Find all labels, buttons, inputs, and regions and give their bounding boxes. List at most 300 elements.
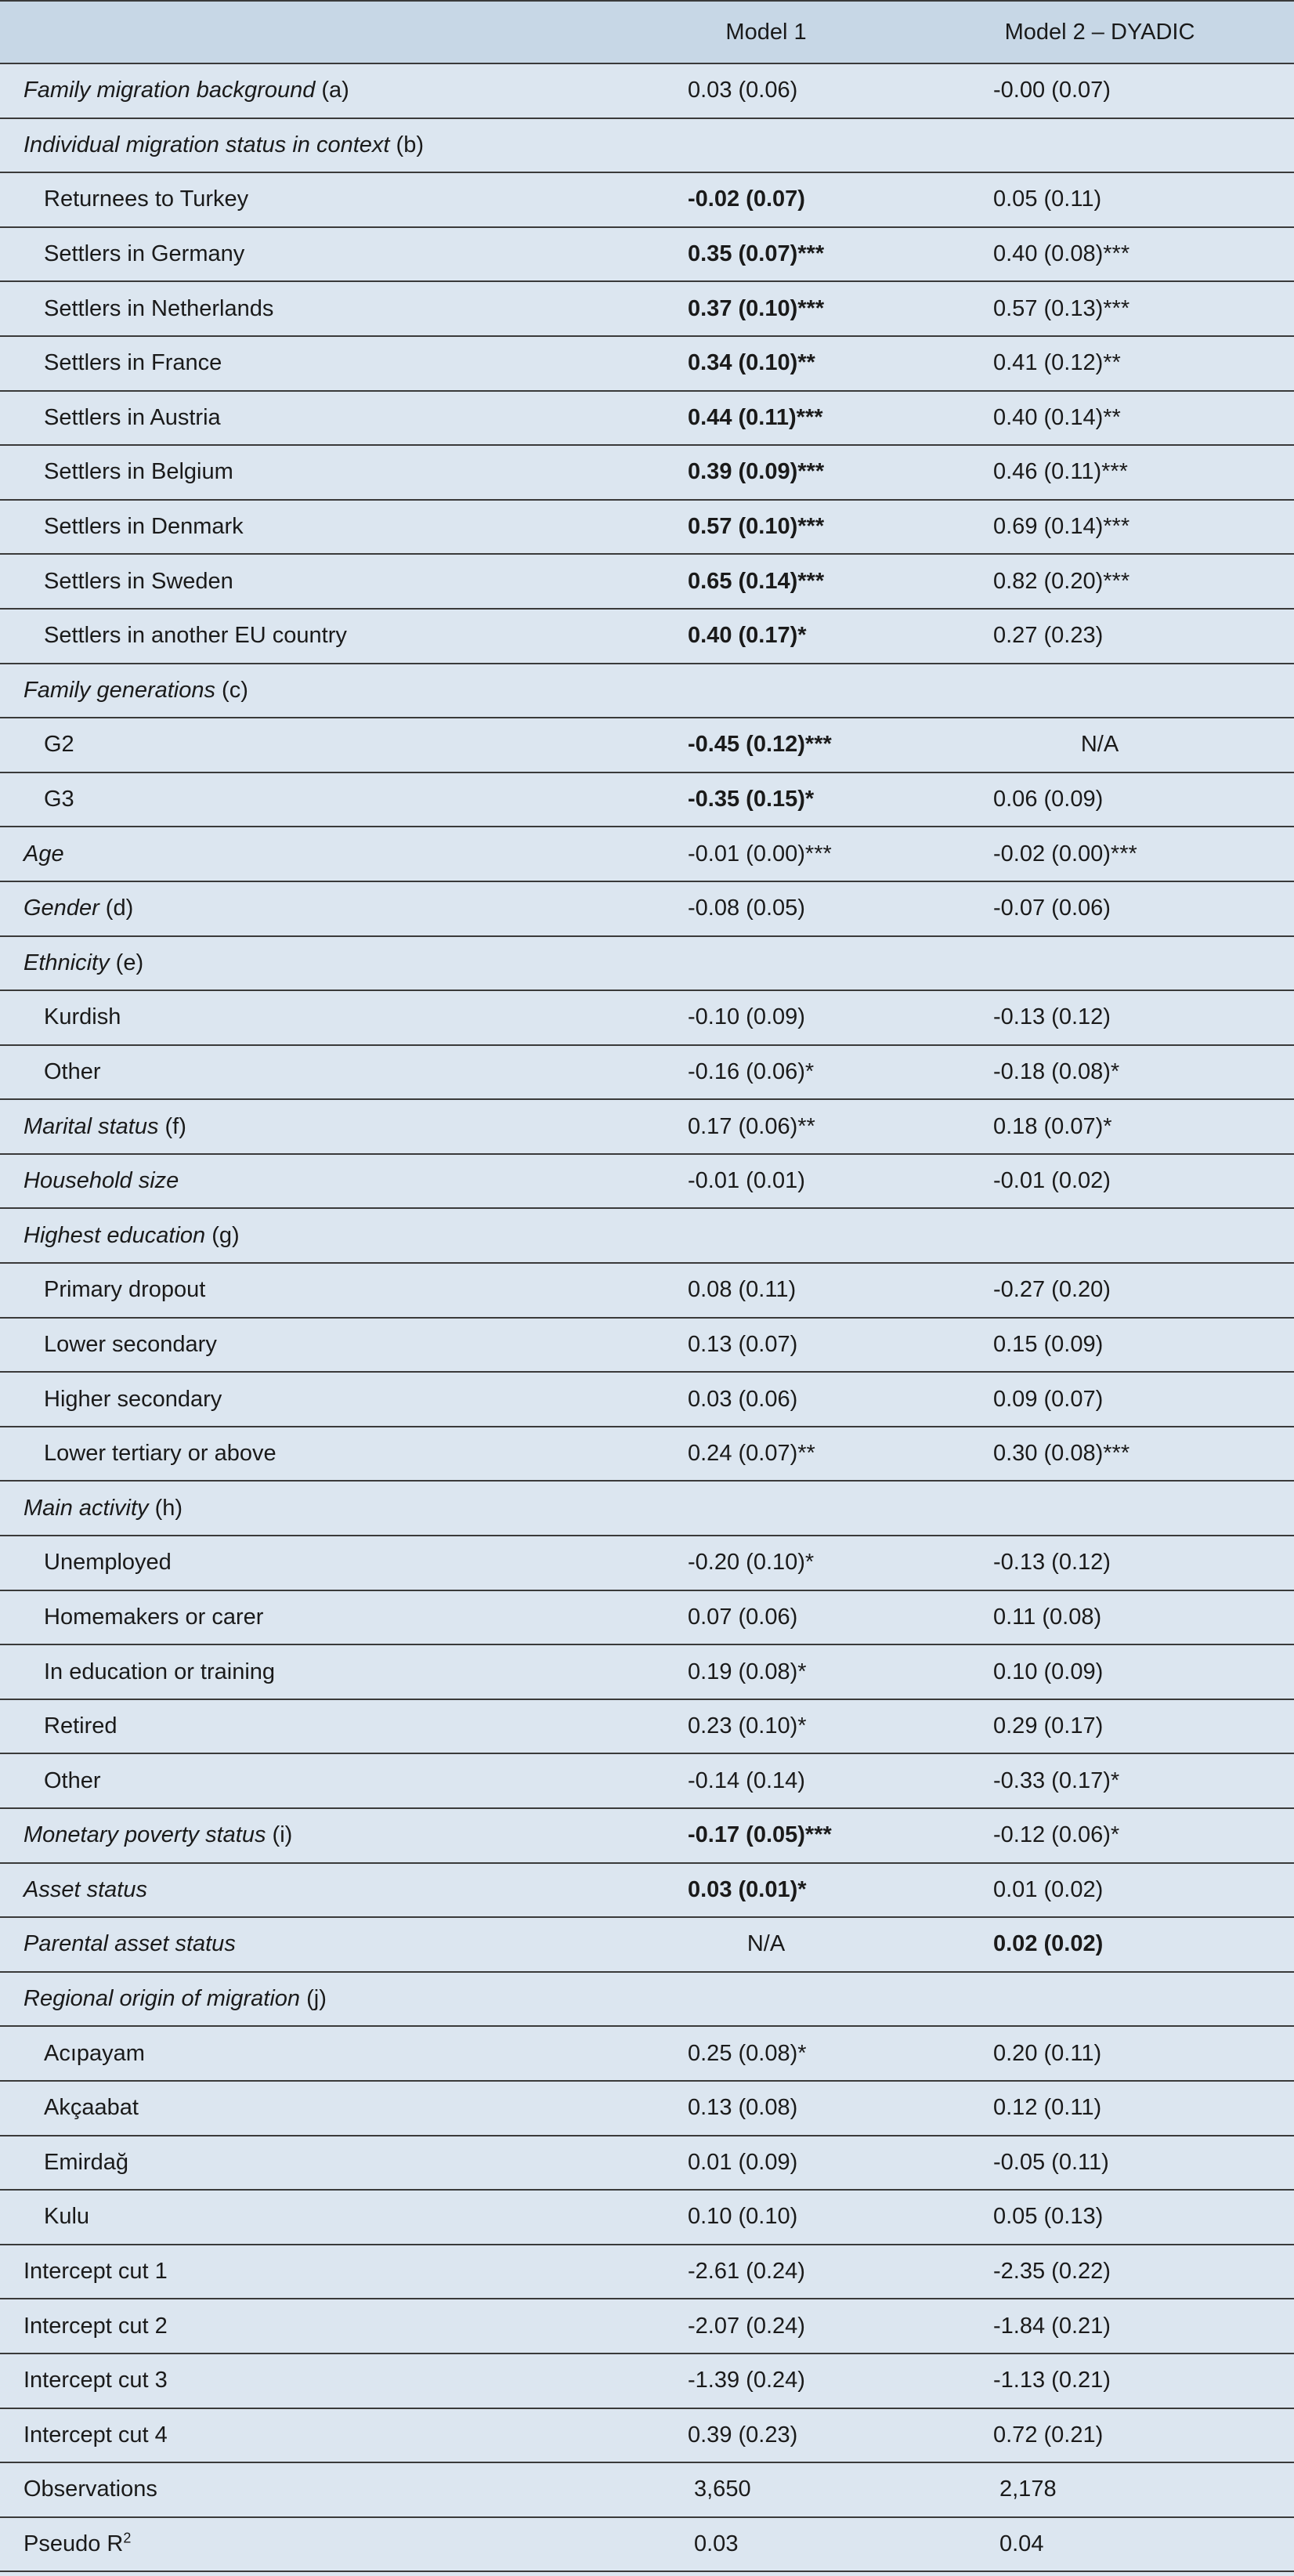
table-row (0, 1917, 1294, 1972)
cell-model1 (627, 664, 905, 718)
significance-stars: ** (797, 1113, 815, 1139)
row-label-text: Akçaabat (44, 2095, 139, 2121)
cell-value: 0.39 (0.09) (688, 459, 798, 485)
cell-model2 (905, 1863, 1294, 1918)
cell-value: 0.19 (0.08) (688, 1659, 798, 1684)
cell-model2 (905, 2081, 1294, 2136)
row-label-text: G3 (44, 787, 74, 812)
row-label (0, 281, 627, 336)
significance-stars: * (804, 1550, 815, 1576)
significance-stars: *** (804, 1822, 832, 1848)
cell-model1 (627, 391, 905, 446)
cell-model2 (905, 1644, 1294, 1699)
table-row (0, 1863, 1294, 1918)
row-label-text: Emirdağ (44, 2149, 128, 2175)
row-label-text: Kulu (44, 2204, 90, 2230)
cell-value: 0.13 (0.08) (688, 2095, 798, 2121)
row-label (0, 500, 627, 555)
table-row (0, 63, 1294, 118)
significance-stars: *** (1103, 568, 1130, 594)
row-label-text: Settlers in another EU country (44, 623, 347, 649)
row-label (0, 990, 627, 1045)
row-label-text: Ethnicity (23, 950, 110, 975)
row-label (0, 1590, 627, 1645)
cell-model1 (627, 881, 905, 936)
cell-value: -0.01 (0.00) (688, 841, 805, 867)
cell-model1 (627, 990, 905, 1045)
cell-value: N/A (1080, 732, 1119, 758)
cell-value: 0.05 (0.13) (993, 2204, 1104, 2230)
row-label (0, 2136, 627, 2191)
significance-stars: ** (1103, 350, 1121, 376)
row-label (0, 827, 627, 881)
row-label-superscript: 2 (123, 2530, 132, 2546)
cell-value: 0.57 (0.10) (688, 514, 798, 540)
table-row (0, 2408, 1294, 2463)
cell-model2 (905, 718, 1294, 772)
row-label (0, 2299, 627, 2353)
row-label-text: Highest education (23, 1222, 206, 1248)
cell-model2 (905, 881, 1294, 936)
cell-value: 0.40 (0.17) (688, 623, 798, 649)
cell-model1 (627, 936, 905, 991)
table-row (0, 554, 1294, 609)
cell-model2 (905, 1481, 1294, 1536)
cell-value: 0.25 (0.08) (688, 2040, 798, 2066)
cell-model1 (627, 554, 905, 609)
cell-model1 (627, 1917, 905, 1972)
row-label (0, 2353, 627, 2408)
table-row (0, 1808, 1294, 1863)
table-row (0, 1372, 1294, 1427)
cell-model2 (905, 2517, 1294, 2572)
cell-value: 0.06 (0.09) (993, 787, 1104, 812)
cell-value: 0.05 (0.11) (993, 186, 1102, 212)
table-row (0, 609, 1294, 664)
cell-model2 (905, 227, 1294, 282)
cell-value: 0.01 (0.02) (993, 1876, 1104, 1902)
significance-stars: * (797, 1713, 807, 1739)
row-label (0, 554, 627, 609)
row-label-text: Settlers in Denmark (44, 514, 244, 540)
row-label-note: (f) (158, 1113, 186, 1139)
cell-model1 (627, 1208, 905, 1263)
cell-model2 (905, 1590, 1294, 1645)
row-label-note: (c) (215, 677, 248, 703)
cell-value: 0.01 (0.09) (688, 2149, 798, 2175)
table-row (0, 2190, 1294, 2245)
table-row (0, 1481, 1294, 1536)
cell-model2 (905, 664, 1294, 718)
cell-model1 (627, 1372, 905, 1427)
table-row (0, 1318, 1294, 1373)
cell-value: 0.10 (0.10) (688, 2204, 798, 2230)
cell-value: 0.30 (0.08) (993, 1441, 1104, 1467)
table-row (0, 2462, 1294, 2517)
cell-model1 (627, 2408, 905, 2463)
cell-model1 (627, 1263, 905, 1318)
cell-value: 0.04 (999, 2531, 1044, 2557)
table-row (0, 500, 1294, 555)
table-row (0, 1590, 1294, 1645)
table-row (0, 1753, 1294, 1808)
cell-value: 0.27 (0.23) (993, 623, 1104, 649)
cell-model2 (905, 336, 1294, 391)
row-label-text: Higher secondary (44, 1386, 222, 1412)
row-label (0, 391, 627, 446)
cell-value: 0.03 (0.01) (688, 1876, 798, 1902)
cell-value: 3,650 (694, 2477, 751, 2502)
row-label-text: Gender (23, 895, 99, 921)
cell-value: 0.40 (0.14) (993, 404, 1104, 430)
significance-stars: * (797, 1876, 807, 1902)
table-row (0, 1972, 1294, 2027)
significance-stars: *** (1110, 841, 1137, 867)
significance-stars: *** (797, 241, 825, 267)
row-label-text: Family generations (23, 677, 215, 703)
cell-model2 (905, 2408, 1294, 2463)
cell-value: -0.33 (0.17) (993, 1767, 1111, 1793)
cell-model2 (905, 936, 1294, 991)
significance-stars: * (804, 1058, 815, 1084)
row-label (0, 1427, 627, 1482)
cell-value: -0.01 (0.02) (993, 1168, 1111, 1194)
cell-value: 0.39 (0.23) (688, 2422, 798, 2448)
significance-stars: *** (796, 404, 823, 430)
cell-model1 (627, 1481, 905, 1536)
cell-model2 (905, 1972, 1294, 2027)
cell-model1 (627, 1644, 905, 1699)
cell-value: 0.41 (0.12) (993, 350, 1104, 376)
row-label-text: Settlers in France (44, 350, 222, 376)
cell-value: -0.07 (0.06) (993, 895, 1111, 921)
cell-model1 (627, 281, 905, 336)
cell-model2 (905, 2462, 1294, 2517)
table-row (0, 1427, 1294, 1482)
cell-value: -0.35 (0.15) (688, 787, 805, 812)
row-label-text: Asset status (23, 1876, 147, 1902)
row-label (0, 172, 627, 227)
row-label-text: Settlers in Belgium (44, 459, 233, 485)
row-label-text: Observations (23, 2477, 157, 2502)
cell-value: 0.34 (0.10) (688, 350, 798, 376)
table-row (0, 936, 1294, 991)
significance-stars: * (797, 623, 807, 649)
cell-value: -0.45 (0.12) (688, 732, 805, 758)
cell-value: -2.07 (0.24) (688, 2313, 805, 2339)
cell-model1 (627, 2136, 905, 2191)
table-row (0, 2299, 1294, 2353)
cell-value: -0.10 (0.09) (688, 1004, 805, 1030)
cell-value: 0.12 (0.11) (993, 2095, 1102, 2121)
cell-model2 (905, 2353, 1294, 2408)
table-row (0, 827, 1294, 881)
significance-stars: ** (797, 1441, 815, 1467)
row-label (0, 2408, 627, 2463)
row-label (0, 118, 627, 173)
cell-model1 (627, 445, 905, 500)
cell-value: 0.82 (0.20) (993, 568, 1104, 594)
cell-model2 (905, 281, 1294, 336)
row-label-text: Lower tertiary or above (44, 1441, 277, 1467)
cell-value: -2.35 (0.22) (993, 2259, 1111, 2285)
cell-model2 (905, 1917, 1294, 1972)
row-label-note: (g) (205, 1222, 240, 1248)
cell-value: 0.18 (0.07) (993, 1113, 1104, 1139)
row-label-note: (h) (148, 1495, 183, 1521)
header-row (0, 1, 1294, 63)
significance-stars: * (1103, 1113, 1112, 1139)
significance-stars: *** (797, 514, 825, 540)
row-label (0, 445, 627, 500)
cell-value: 0.03 (0.06) (688, 78, 798, 103)
cell-model1 (627, 1154, 905, 1209)
table-row (0, 1263, 1294, 1318)
table-row (0, 2081, 1294, 2136)
significance-stars: *** (797, 568, 825, 594)
cell-value: 0.23 (0.10) (688, 1713, 798, 1739)
table-row (0, 227, 1294, 282)
row-label-text: Other (44, 1767, 101, 1793)
cell-model2 (905, 609, 1294, 664)
cell-value: -1.84 (0.21) (993, 2313, 1111, 2339)
significance-stars: * (797, 2040, 807, 2066)
row-label-text: Intercept cut 1 (23, 2259, 168, 2285)
cell-value: 0.02 (0.02) (993, 1931, 1104, 1957)
cell-model1 (627, 2517, 905, 2572)
cell-value: 2,178 (999, 2477, 1057, 2502)
cell-model2 (905, 990, 1294, 1045)
cell-value: 0.24 (0.07) (688, 1441, 798, 1467)
row-label-text: Other (44, 1058, 101, 1084)
row-label (0, 1318, 627, 1373)
cell-model1 (627, 1318, 905, 1373)
row-label-text: Primary dropout (44, 1277, 206, 1303)
row-label-note: (d) (99, 895, 134, 921)
row-label-text: Marital status (23, 1113, 159, 1139)
cell-model1 (627, 500, 905, 555)
cell-value: 0.13 (0.07) (688, 1331, 798, 1357)
cell-value: 0.37 (0.10) (688, 295, 798, 321)
row-label (0, 609, 627, 664)
cell-value: -0.12 (0.06) (993, 1822, 1111, 1848)
cell-value: 0.40 (0.08) (993, 241, 1104, 267)
cell-model1 (627, 2081, 905, 2136)
significance-stars: *** (804, 841, 832, 867)
cell-value: 0.46 (0.11) (993, 459, 1102, 485)
cell-model1 (627, 827, 905, 881)
table-row (0, 2245, 1294, 2299)
table-row (0, 1154, 1294, 1209)
cell-model2 (905, 1808, 1294, 1863)
cell-model1 (627, 2245, 905, 2299)
row-label-text: Settlers in Netherlands (44, 295, 274, 321)
cell-model2 (905, 1263, 1294, 1318)
row-label-text: G2 (44, 732, 74, 758)
cell-value: -0.02 (0.00) (993, 841, 1111, 867)
cell-value: -2.61 (0.24) (688, 2259, 805, 2285)
row-label-text: Intercept cut 4 (23, 2422, 168, 2448)
cell-model1 (627, 2299, 905, 2353)
row-label-text: Monetary poverty status (23, 1822, 266, 1848)
cell-model2 (905, 1318, 1294, 1373)
row-label (0, 2190, 627, 2245)
row-label-text: Individual migration status in context (23, 132, 390, 157)
row-label-text: Household size (23, 1168, 179, 1194)
cell-model2 (905, 1372, 1294, 1427)
cell-model1 (627, 772, 905, 827)
cell-value: 0.29 (0.17) (993, 1713, 1104, 1739)
cell-value: 0.17 (0.06) (688, 1113, 798, 1139)
row-label-note: (i) (266, 1822, 293, 1848)
header-model2: Model 2 – DYADIC (1004, 19, 1195, 45)
table-row (0, 1699, 1294, 1754)
cell-value: 0.10 (0.09) (993, 1659, 1104, 1684)
row-label (0, 1972, 627, 2027)
row-label (0, 2081, 627, 2136)
row-label-text: Retired (44, 1713, 117, 1739)
cell-model2 (905, 2245, 1294, 2299)
cell-model1 (627, 63, 905, 118)
row-label (0, 2517, 627, 2572)
table-row (0, 2136, 1294, 2191)
cell-value: -1.13 (0.21) (993, 2368, 1111, 2393)
cell-model1 (627, 2026, 905, 2081)
significance-stars: *** (1103, 241, 1130, 267)
row-label (0, 1644, 627, 1699)
row-label (0, 1753, 627, 1808)
cell-value: -0.00 (0.07) (993, 78, 1111, 103)
row-label-text: Settlers in Germany (44, 241, 245, 267)
significance-stars: * (1110, 1822, 1120, 1848)
cell-model1 (627, 2353, 905, 2408)
cell-value: 0.09 (0.07) (993, 1386, 1104, 1412)
significance-stars: * (797, 1659, 807, 1684)
cell-value: 0.08 (0.11) (688, 1277, 797, 1303)
significance-stars: *** (1103, 514, 1130, 540)
significance-stars: *** (1101, 459, 1128, 485)
table-row (0, 1644, 1294, 1699)
table-body (0, 63, 1294, 2571)
row-label (0, 881, 627, 936)
table-row (0, 1208, 1294, 1263)
row-label (0, 1863, 627, 1918)
header-model1: Model 1 (725, 19, 807, 45)
cell-model1 (627, 1427, 905, 1482)
cell-model1 (627, 1863, 905, 1918)
row-label-text: Regional origin of migration (23, 1986, 301, 2012)
table-row (0, 172, 1294, 227)
cell-model2 (905, 1753, 1294, 1808)
cell-model2 (905, 1154, 1294, 1209)
cell-model2 (905, 1099, 1294, 1154)
row-label-text: Parental asset status (23, 1931, 236, 1957)
table-row (0, 281, 1294, 336)
table-row (0, 391, 1294, 446)
row-label (0, 1099, 627, 1154)
table-row (0, 718, 1294, 772)
table-row (0, 2026, 1294, 2081)
cell-model2 (905, 827, 1294, 881)
significance-stars: ** (797, 350, 815, 376)
row-label-text: Homemakers or carer (44, 1604, 264, 1630)
cell-model1 (627, 1808, 905, 1863)
table-row (0, 336, 1294, 391)
table-row (0, 2353, 1294, 2408)
cell-value: 0.72 (0.21) (993, 2422, 1104, 2448)
cell-model1 (627, 2190, 905, 2245)
table-row (0, 1536, 1294, 1590)
table-row (0, 772, 1294, 827)
cell-value: -0.02 (0.07) (688, 186, 805, 212)
row-label (0, 1208, 627, 1263)
row-label (0, 2462, 627, 2517)
cell-value: -0.13 (0.12) (993, 1004, 1111, 1030)
row-label (0, 1045, 627, 1100)
significance-stars: *** (804, 732, 832, 758)
row-label-text: Unemployed (44, 1550, 172, 1576)
cell-value: -0.18 (0.08) (993, 1058, 1111, 1084)
cell-value: 0.44 (0.11) (688, 404, 797, 430)
cell-model1 (627, 1536, 905, 1590)
cell-value: 0.15 (0.09) (993, 1331, 1104, 1357)
row-label (0, 63, 627, 118)
row-label (0, 1536, 627, 1590)
row-label (0, 1481, 627, 1536)
cell-model1 (627, 609, 905, 664)
cell-value: -0.08 (0.05) (688, 895, 805, 921)
cell-value: -0.14 (0.14) (688, 1767, 805, 1793)
cell-value: 0.07 (0.06) (688, 1604, 798, 1630)
row-label (0, 1263, 627, 1318)
row-label (0, 2026, 627, 2081)
row-label-text: Kurdish (44, 1004, 121, 1030)
cell-value: 0.57 (0.13) (993, 295, 1104, 321)
row-label (0, 718, 627, 772)
cell-model1 (627, 2462, 905, 2517)
significance-stars: ** (1103, 404, 1121, 430)
row-label-text: Family migration background (23, 78, 316, 103)
cell-model1 (627, 1099, 905, 1154)
cell-model2 (905, 118, 1294, 173)
row-label-text: Lower secondary (44, 1331, 217, 1357)
significance-stars: *** (1103, 1441, 1130, 1467)
table-row (0, 1099, 1294, 1154)
cell-model2 (905, 1045, 1294, 1100)
cell-value: -0.13 (0.12) (993, 1550, 1111, 1576)
cell-model1 (627, 227, 905, 282)
cell-model1 (627, 172, 905, 227)
row-label (0, 664, 627, 718)
row-label-text: Main activity (23, 1495, 149, 1521)
cell-value: -0.16 (0.06) (688, 1058, 805, 1084)
cell-model2 (905, 1699, 1294, 1754)
table-row (0, 990, 1294, 1045)
cell-model2 (905, 445, 1294, 500)
row-label-note: (a) (315, 78, 349, 103)
cell-model2 (905, 500, 1294, 555)
row-label (0, 1917, 627, 1972)
cell-model2 (905, 1427, 1294, 1482)
cell-model2 (905, 554, 1294, 609)
table-row (0, 664, 1294, 718)
row-label (0, 1372, 627, 1427)
cell-value: 0.65 (0.14) (688, 568, 798, 594)
cell-value: 0.69 (0.14) (993, 514, 1104, 540)
cell-value: 0.11 (0.08) (993, 1604, 1102, 1630)
cell-value: 0.35 (0.07) (688, 241, 798, 267)
significance-stars: *** (797, 459, 825, 485)
